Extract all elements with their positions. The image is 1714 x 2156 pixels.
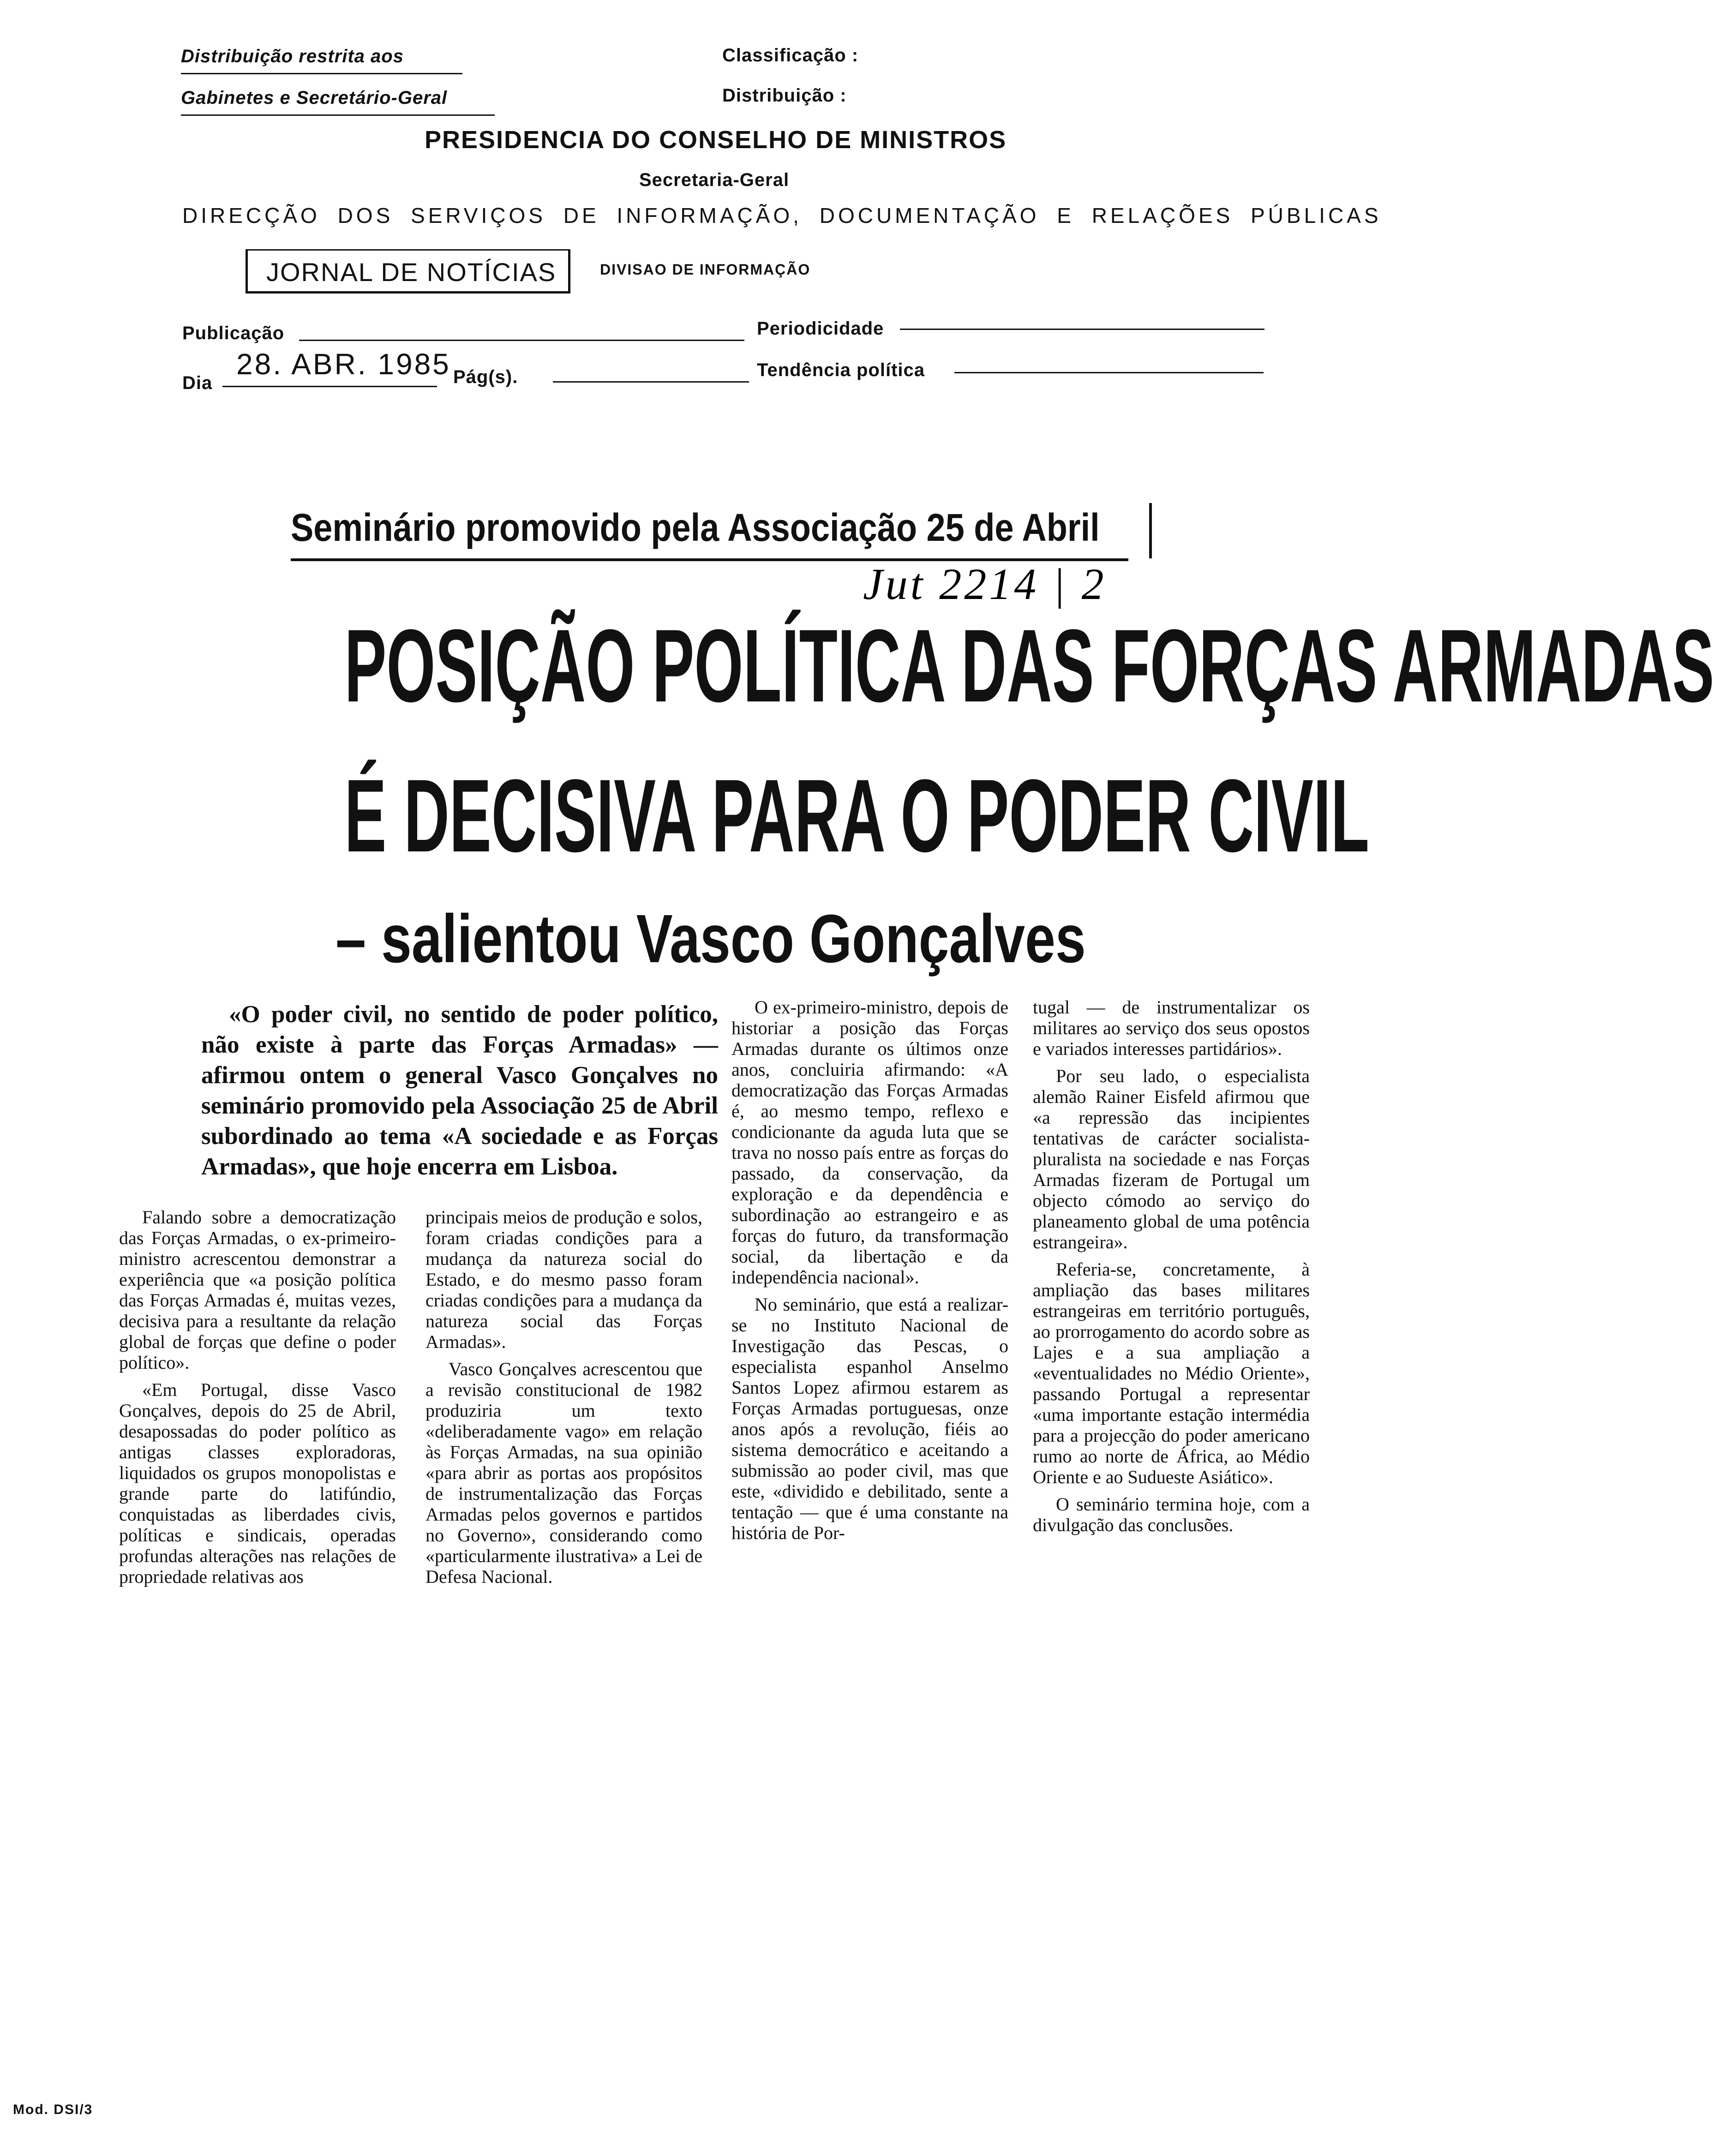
- distribution-underline-2: [181, 114, 495, 116]
- publicacao-label: Publicação: [182, 323, 285, 343]
- periodicidade-label: Periodicidade: [757, 318, 884, 339]
- classification-label: Classificação :: [722, 45, 859, 66]
- column2-paragraph-2: Vasco Gonçalves acrescentou que a revisão constitucional de 1982 produziria um texto «deliberadamente vago» em relação às Forças Armadas, na sua opinião «para abrir as portas aos propósitos de instrumentalização das Forças Armadas pelos governos e partidos no Governo», considerando como «particularmente ilustrativa» a Lei de Defesa Nacional.: [426, 1359, 702, 1587]
- dia-line: [222, 386, 437, 387]
- paginas-line: [553, 381, 749, 383]
- publicacao-line: [299, 340, 744, 341]
- column1-paragraph-1: Falando sobre a democratização das Forças Armadas, o ex-primeiro-ministro acrescentou demonstrar a experiência que «a posição política das Forças Armadas é, muitas vezes, decisiva para a resultante da relação global de forças que define o poder político».: [119, 1207, 396, 1373]
- lead-paragraph: «O poder civil, no sentido de poder político, não existe à parte das Forças Armadas» — afirmou ontem o general Vasco Gonçalves no seminário promovido pela Associação 25 de Abril subordinado ao tema «A sociedade e as Forças Armadas», que hoje encerra em Lisboa.: [201, 1001, 718, 1180]
- column2-paragraph-1: principais meios de produção e solos, foram criadas condições para a mudança da natureza social do Estado, e do mesmo passo foram criadas condições para a mudança da natureza social das Forças Armadas».: [426, 1207, 702, 1352]
- newspaper-name: JORNAL DE NOTÍCIAS: [266, 258, 557, 287]
- division-label: DIVISAO DE INFORMAÇÃO: [600, 261, 811, 278]
- tendencia-line: [954, 372, 1264, 373]
- tendencia-label: Tendência política: [757, 360, 925, 380]
- distribution-note-line1: Distribuição restrita aos: [181, 46, 404, 66]
- form-code: Mod. DSI/3: [13, 2102, 93, 2117]
- direction-title: DIRECÇÃO DOS SERVIÇOS DE INFORMAÇÃO, DOCUMENTAÇÃO E RELAÇÕES PÚBLICAS: [182, 204, 1382, 228]
- column4-paragraph-2: Por seu lado, o especialista alemão Rainer Eisfeld afirmou que «a repressão das incipientes tentativas de carácter socialista-pluralista na sociedade e nas Forças Armadas fizeram de Portugal um objecto cómodo ao serviço do planeamento global de uma potência estrangeira».: [1033, 1066, 1310, 1252]
- body-column-4: [1033, 997, 1310, 1542]
- column4-paragraph-1: tugal — de instrumentalizar os militares ao serviço dos seus opostos e variados interesses partidários».: [1033, 997, 1310, 1059]
- distribution-note-line2: Gabinetes e Secretário-Geral: [181, 88, 448, 108]
- handwritten-reference: Jut 2214 | 2: [863, 559, 1107, 609]
- headline-line-3: – salientou Vasco Gonçalves: [336, 901, 1086, 977]
- column1-paragraph-2: «Em Portugal, disse Vasco Gonçalves, depois do 25 de Abril, desapossadas do poder político as antigas classes exploradoras, liquidados os grupos monopolistas e grande parte do latifúndio, conquistadas as liberdades civis, políticas e sindicais, operadas profundas alterações nas relações de propriedade relativas aos: [119, 1379, 396, 1587]
- body-column-2: [426, 1207, 702, 1593]
- column3-paragraph-1: O ex-primeiro-ministro, depois de historiar a posição das Forças Armadas durante os últimos onze anos, concluiria afirmando: «A democratização das Forças Armadas é, ao mesmo tempo, reflexo e condicionante da aguda luta que se trava no nosso país entre as forças do passado, da conservação, da exploração e da dependência e subordinação ao estrangeiro e as forças do futuro, da transformação social, da libertação e da independência nacional».: [731, 997, 1008, 1288]
- secretaria-geral: Secretaria-Geral: [639, 170, 790, 190]
- headline-line-2: É DECISIVA PARA O PODER CIVIL: [344, 758, 1369, 874]
- periodicidade-line: [900, 329, 1265, 330]
- newspaper-stamp: [246, 249, 570, 293]
- article-kicker: Seminário promovido pela Associação 25 de Abril: [291, 506, 1100, 549]
- dia-value: 28. ABR. 1985: [236, 347, 451, 381]
- paginas-label: Pág(s).: [453, 367, 518, 387]
- column3-paragraph-2: No seminário, que está a realizar-se no Instituto Nacional de Investigação das Pescas, o especialista espanhol Anselmo Santos Lopez afirmou estarem as Forças Armadas portuguesas, onze anos após a revolução, fiéis ao sistema democrático e aceitando a submissão ao poder civil, mas que este, «dividido e debilitado, sente a tentação — que é uma constante na história de Por-: [731, 1294, 1008, 1543]
- handwritten-mark: [1149, 503, 1152, 558]
- body-column-3: [731, 997, 1008, 1550]
- column4-paragraph-3: Referia-se, concretamente, à ampliação das bases militares estrangeiras em território português, ao prorrogamento do acordo sobre as Lajes e a sua ampliação a «eventualidades no Médio Oriente», passando Portugal a representar «uma importante estação intermédia para a projecção do poder americano rumo ao norte de África, ao Médio Oriente e ao Sudueste Asiático».: [1033, 1259, 1310, 1487]
- dia-label: Dia: [182, 373, 213, 393]
- column4-paragraph-4: O seminário termina hoje, com a divulgação das conclusões.: [1033, 1494, 1310, 1535]
- distribution-underline-1: [181, 73, 462, 74]
- distribution-label: Distribuição :: [722, 85, 847, 106]
- presidency-title: PRESIDENCIA DO CONSELHO DE MINISTROS: [425, 126, 1007, 154]
- body-column-1: [119, 1207, 396, 1593]
- headline-line-1: POSIÇÃO POLÍTICA DAS FORÇAS ARMADAS: [344, 608, 1714, 724]
